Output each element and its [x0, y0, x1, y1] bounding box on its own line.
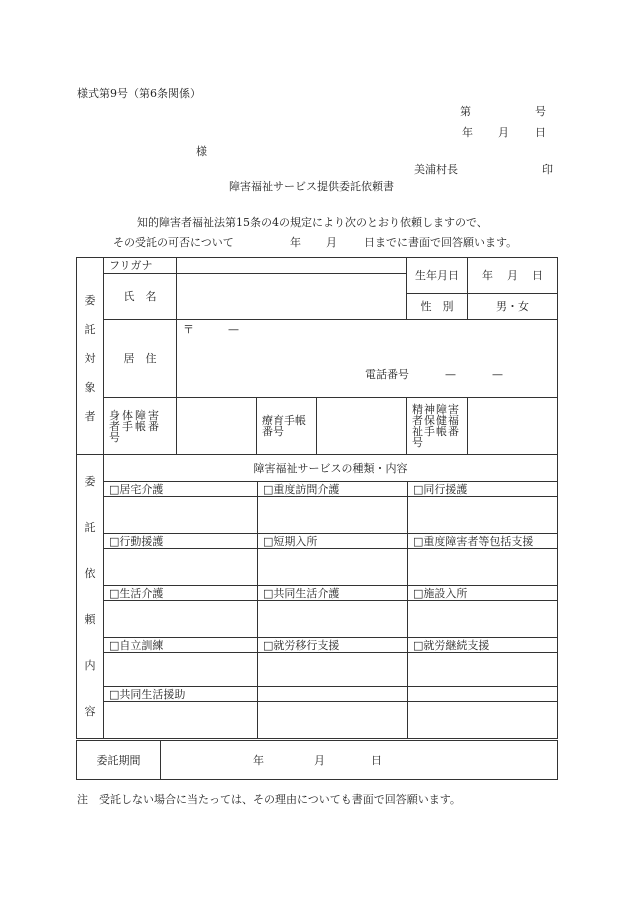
- subject-side-label: 委 託 対 象 者: [77, 258, 104, 455]
- physical-cert-field[interactable]: [177, 398, 257, 455]
- body-line-1: 知的障害者福祉法第15条の4の規定により次のとおり依頼しますので、: [137, 216, 488, 229]
- address-field[interactable]: [177, 320, 558, 398]
- mental-cert-field[interactable]: [468, 398, 558, 455]
- sex-field[interactable]: 男・女: [468, 294, 558, 320]
- service-detail-cell[interactable]: [408, 549, 558, 586]
- address-label: 居 住: [104, 320, 177, 398]
- service-detail-cell[interactable]: [408, 702, 558, 739]
- service-life-care[interactable]: □生活介護: [104, 586, 258, 601]
- service-group-care[interactable]: □共同生活介護: [258, 586, 408, 601]
- services-header: 障害福祉サービスの種類・内容: [104, 455, 558, 482]
- service-detail-cell[interactable]: [258, 702, 408, 739]
- service-detail-cell[interactable]: [104, 601, 258, 638]
- phone-label: 電話番号: [365, 368, 409, 381]
- date-year: 年: [462, 126, 473, 139]
- service-detail-cell[interactable]: [258, 601, 408, 638]
- service-detail-cell[interactable]: [258, 549, 408, 586]
- addressee-suffix: 様: [196, 145, 207, 158]
- period-field[interactable]: [161, 741, 558, 780]
- sender: 美浦村長: [414, 163, 458, 176]
- doc-number-suffix: 号: [535, 105, 546, 118]
- phone-dash-2: —: [492, 368, 503, 381]
- service-detail-cell[interactable]: [104, 702, 258, 739]
- service-detail-cell[interactable]: [408, 601, 558, 638]
- service-facility-admission[interactable]: □施設入所: [408, 586, 558, 601]
- service-detail-cell[interactable]: [104, 549, 258, 586]
- period-label: 委託期間: [77, 741, 161, 780]
- services-table: [76, 454, 558, 739]
- name-label: 氏 名: [104, 274, 177, 320]
- service-behavior-support[interactable]: □行動援護: [104, 534, 258, 549]
- rehab-cert-label: 療育手帳番号: [257, 398, 317, 455]
- body-line-2-text: その受託の可否について: [113, 236, 234, 249]
- subject-table: [76, 257, 558, 455]
- name-field[interactable]: [177, 274, 407, 320]
- sex-label: 性 別: [407, 294, 468, 320]
- physical-cert-label: 身体障害者手帳番号: [104, 398, 177, 455]
- service-employment-transition[interactable]: □就労移行支援: [258, 638, 408, 653]
- birthdate-label: 生年月日: [407, 258, 468, 294]
- service-independence-training[interactable]: □自立訓練: [104, 638, 258, 653]
- birthdate-field[interactable]: 年 月 日: [468, 258, 558, 294]
- period-year: 年: [253, 754, 264, 767]
- date-month: 月: [498, 126, 509, 139]
- date-day: 日: [535, 126, 546, 139]
- seal-mark: 印: [542, 163, 553, 176]
- service-blank[interactable]: [408, 687, 558, 702]
- service-short-stay[interactable]: □短期入所: [258, 534, 408, 549]
- service-detail-cell[interactable]: [104, 497, 258, 534]
- document-title: 障害福祉サービス提供委託依頼書: [229, 180, 394, 193]
- service-group-home-support[interactable]: □共同生活援助: [104, 687, 258, 702]
- doc-number-prefix: 第: [460, 105, 471, 118]
- furigana-label: フリガナ: [104, 258, 177, 274]
- service-detail-cell[interactable]: [408, 497, 558, 534]
- body-line-2-month: 月: [326, 236, 337, 249]
- service-comprehensive-support[interactable]: □重度障害者等包括支援: [408, 534, 558, 549]
- postal-mark: 〒: [183, 323, 194, 336]
- service-detail-cell[interactable]: [104, 653, 258, 687]
- service-detail-cell[interactable]: [258, 497, 408, 534]
- period-month: 月: [314, 754, 325, 767]
- furigana-field[interactable]: [177, 258, 407, 274]
- phone-dash-1: —: [445, 368, 456, 381]
- service-employment-continuation[interactable]: □就労継続支援: [408, 638, 558, 653]
- footnote: 注 受託しない場合に当たっては、その理由についても書面で回答願います。: [77, 793, 461, 806]
- form-number: 様式第9号（第6条関係）: [77, 87, 201, 100]
- service-severe-visit-care[interactable]: □重度訪問介護: [258, 482, 408, 497]
- service-accompany-support[interactable]: □同行援護: [408, 482, 558, 497]
- rehab-cert-field[interactable]: [317, 398, 407, 455]
- services-side-label: 委 託 依 頼 内 容: [77, 455, 104, 739]
- body-line-2-deadline: 日までに書面で回答願います。: [364, 236, 518, 249]
- service-blank[interactable]: [258, 687, 408, 702]
- service-detail-cell[interactable]: [408, 653, 558, 687]
- body-line-2-year: 年: [290, 236, 301, 249]
- service-home-care[interactable]: □居宅介護: [104, 482, 258, 497]
- mental-cert-label: 精神障害者保健福祉手帳番号: [407, 398, 468, 455]
- postal-dash: —: [228, 323, 239, 336]
- period-day: 日: [371, 754, 382, 767]
- service-detail-cell[interactable]: [258, 653, 408, 687]
- period-table: [76, 740, 558, 780]
